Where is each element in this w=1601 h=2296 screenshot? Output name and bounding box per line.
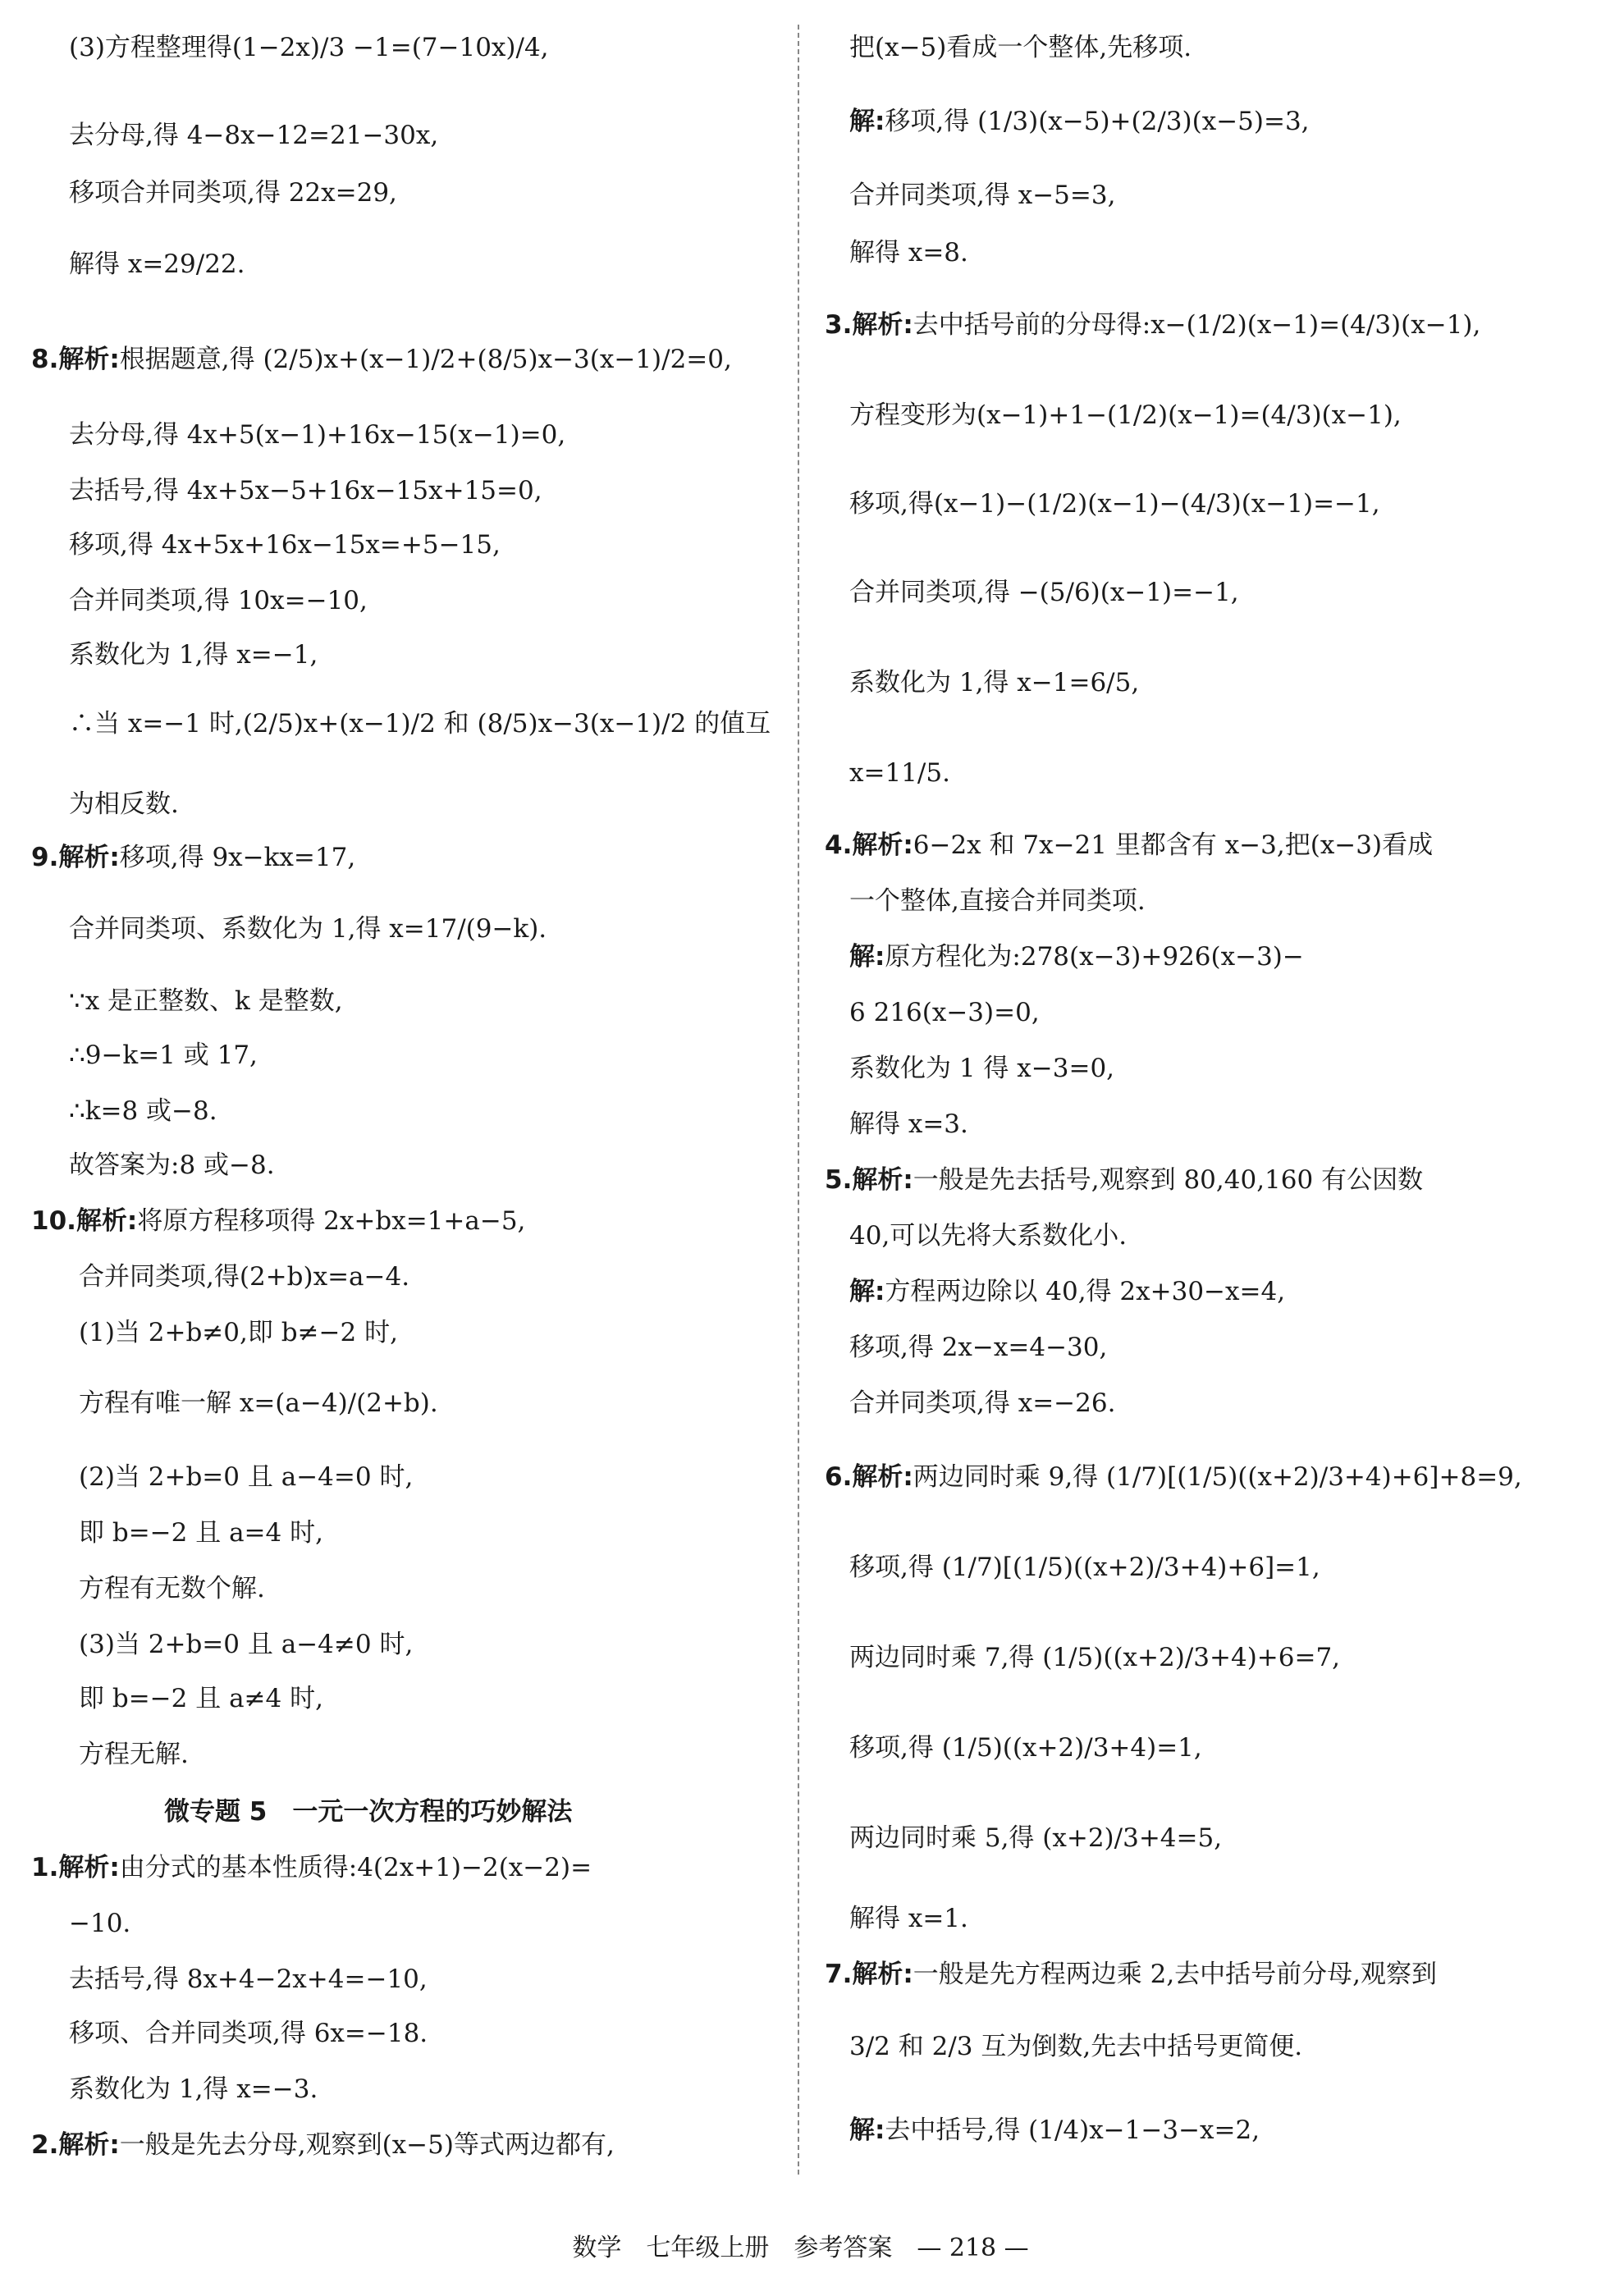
solution-text: (3)方程整理得(1−2x)/3 −1=(7−10x)/4, bbox=[69, 33, 549, 62]
solution-line bbox=[69, 638, 318, 671]
solution-line bbox=[825, 1461, 1522, 1493]
solution-line bbox=[79, 1461, 413, 1493]
solution-text: 移项,得 2x−x=4−30, bbox=[849, 1333, 1108, 1362]
solution-line bbox=[849, 1052, 1114, 1085]
solution-label: 解: bbox=[849, 1277, 885, 1306]
solution-label: 7.解析: bbox=[825, 1960, 913, 1989]
solution-text: x=11/5. bbox=[849, 758, 950, 788]
solution-line bbox=[825, 829, 1433, 862]
solution-line bbox=[825, 309, 1480, 341]
solution-line bbox=[69, 707, 771, 740]
solution-text: 合并同类项,得 −(5/6)(x−1)=−1, bbox=[849, 578, 1239, 607]
solution-text: 方程无解. bbox=[79, 1740, 189, 1769]
solution-text: −10. bbox=[69, 1909, 131, 1938]
solution-text: 系数化为 1 得 x−3=0, bbox=[849, 1054, 1115, 1083]
solution-line bbox=[69, 2073, 318, 2106]
solution-line bbox=[69, 418, 565, 451]
solution-text: ∴当 x=−1 时,(2/5)x+(x−1)/2 和 (8/5)x−3(x−1)/2 的值互 bbox=[69, 709, 771, 739]
solution-line bbox=[69, 248, 245, 281]
solution-text: ∴9−k=1 或 17, bbox=[69, 1041, 258, 1070]
solution-label: 5.解析: bbox=[825, 1165, 913, 1195]
solution-text: 移项,得 (1/5)((x+2)/3+4)=1, bbox=[849, 1733, 1202, 1763]
solution-label: 2.解析: bbox=[31, 2130, 120, 2160]
solution-line bbox=[849, 487, 1380, 520]
solution-text: 把(x−5)看成一个整体,先移项. bbox=[849, 33, 1192, 62]
solution-text: (1)当 2+b≠0,即 b≠−2 时, bbox=[79, 1318, 398, 1347]
solution-text: 系数化为 1,得 x=−1, bbox=[69, 640, 318, 670]
solution-line bbox=[849, 1331, 1107, 1364]
solution-line bbox=[69, 912, 547, 945]
column-divider bbox=[798, 25, 799, 2175]
solution-text: 去分母,得 4x+5(x−1)+16x−15(x−1)=0, bbox=[69, 420, 566, 450]
solution-line bbox=[849, 179, 1115, 212]
solution-line bbox=[79, 1516, 323, 1549]
solution-text: ∴k=8 或−8. bbox=[69, 1096, 217, 1126]
solution-label: 解: bbox=[849, 2115, 885, 2145]
solution-text: 解得 x=1. bbox=[849, 1904, 968, 1933]
solution-text: 3/2 和 2/3 互为倒数,先去中括号更简便. bbox=[849, 2032, 1303, 2061]
solution-label: 解: bbox=[849, 107, 885, 136]
solution-label: 解: bbox=[849, 942, 885, 972]
solution-line bbox=[79, 1738, 189, 1771]
solution-text: 根据题意,得 (2/5)x+(x−1)/2+(8/5)x−3(x−1)/2=0, bbox=[119, 345, 732, 374]
solution-text: ∵x 是正整数、k 是整数, bbox=[69, 986, 343, 1016]
solution-text: 合并同类项、系数化为 1,得 x=17/(9−k). bbox=[69, 914, 547, 944]
solution-line bbox=[69, 1095, 217, 1127]
solution-line bbox=[849, 1275, 1285, 1308]
solution-line bbox=[849, 996, 1040, 1029]
solution-label: 10.解析: bbox=[31, 1206, 138, 1236]
solution-line bbox=[31, 2129, 615, 2161]
solution-text: 去括号,得 4x+5x−5+16x−15x+15=0, bbox=[69, 476, 542, 505]
solution-line bbox=[31, 1205, 525, 1237]
solution-text: 解得 x=8. bbox=[849, 238, 968, 268]
solution-text: 即 b=−2 且 a≠4 时, bbox=[79, 1684, 323, 1713]
solution-text: 故答案为:8 或−8. bbox=[69, 1150, 275, 1180]
solution-line bbox=[69, 474, 542, 507]
solution-line bbox=[69, 788, 179, 821]
solution-text: 一般是先去括号,观察到 80,40,160 有公因数 bbox=[913, 1165, 1424, 1195]
solution-text: 移项,得 (1/3)(x−5)+(2/3)(x−5)=3, bbox=[885, 107, 1310, 136]
solution-line bbox=[69, 1963, 428, 1996]
solution-line bbox=[69, 2017, 428, 2050]
page-footer: 数学 七年级上册 参考答案 — 218 — bbox=[572, 2234, 1029, 2262]
solution-line bbox=[69, 176, 397, 209]
solution-line bbox=[79, 1387, 438, 1420]
solution-text: 6−2x 和 7x−21 里都含有 x−3,把(x−3)看成 bbox=[913, 830, 1434, 860]
solution-line bbox=[69, 584, 368, 617]
solution-line bbox=[31, 841, 355, 874]
solution-line bbox=[849, 31, 1192, 64]
solution-text: 去中括号,得 (1/4)x−1−3−x=2, bbox=[885, 2115, 1260, 2145]
solution-text: 移项合并同类项,得 22x=29, bbox=[69, 178, 397, 208]
solution-line bbox=[849, 666, 1139, 699]
solution-label: 8.解析: bbox=[31, 345, 120, 374]
solution-text: (2)当 2+b=0 且 a−4=0 时, bbox=[79, 1462, 414, 1492]
solution-line bbox=[849, 1219, 1127, 1252]
solution-line bbox=[69, 1039, 258, 1072]
solution-text: 一般是先方程两边乘 2,去中括号前分母,观察到 bbox=[913, 1960, 1438, 1989]
solution-text: 两边同时乘 5,得 (x+2)/3+4=5, bbox=[849, 1823, 1223, 1853]
solution-text: 40,可以先将大系数化小. bbox=[849, 1221, 1128, 1251]
solution-text: 移项,得 (1/7)[(1/5)((x+2)/3+4)+6]=1, bbox=[849, 1553, 1320, 1582]
solution-line bbox=[69, 1907, 130, 1940]
solution-line bbox=[849, 940, 1304, 973]
solution-line bbox=[849, 576, 1239, 609]
solution-line bbox=[79, 1260, 409, 1293]
solution-text: 原方程化为:278(x−3)+926(x−3)− bbox=[885, 942, 1304, 972]
solution-text: 6 216(x−3)=0, bbox=[849, 998, 1040, 1027]
solution-line bbox=[69, 528, 501, 561]
solution-line bbox=[79, 1628, 413, 1661]
section-title: 微专题 5 一元一次方程的巧妙解法 bbox=[164, 1797, 573, 1827]
solution-line bbox=[849, 1902, 968, 1935]
solution-text: 将原方程移项得 2x+bx=1+a−5, bbox=[137, 1206, 526, 1236]
solution-text: 方程有无数个解. bbox=[79, 1574, 265, 1603]
solution-line bbox=[849, 885, 1146, 917]
solution-text: 去括号,得 8x+4−2x+4=−10, bbox=[69, 1964, 428, 1994]
solution-text: 方程有唯一解 x=(a−4)/(2+b). bbox=[79, 1388, 438, 1418]
solution-line bbox=[69, 985, 343, 1018]
solution-text: 去分母,得 4−8x−12=21−30x, bbox=[69, 121, 439, 150]
solution-text: 一个整体,直接合并同类项. bbox=[849, 886, 1146, 916]
solution-label: 3.解析: bbox=[825, 310, 913, 340]
solution-line bbox=[31, 1851, 592, 1884]
solution-text: 移项、合并同类项,得 6x=−18. bbox=[69, 2019, 428, 2048]
solution-line bbox=[69, 1149, 275, 1182]
solution-line bbox=[825, 1958, 1437, 1991]
solution-text: 方程两边除以 40,得 2x+30−x=4, bbox=[885, 1277, 1286, 1306]
solution-line bbox=[69, 119, 438, 152]
solution-line bbox=[849, 2114, 1260, 2147]
solution-text: 一般是先去分母,观察到(x−5)等式两边都有, bbox=[119, 2130, 615, 2160]
solution-text: 合并同类项,得 x=−26. bbox=[849, 1388, 1116, 1418]
solution-line bbox=[849, 1822, 1222, 1855]
solution-line bbox=[849, 1387, 1115, 1420]
solution-line bbox=[69, 31, 549, 64]
solution-text: 由分式的基本性质得:4(2x+1)−2(x−2)= bbox=[119, 1853, 592, 1882]
solution-text: 解得 x=29/22. bbox=[69, 249, 245, 279]
solution-text: 移项,得 9x−kx=17, bbox=[119, 843, 356, 872]
solution-line bbox=[849, 236, 968, 269]
solution-line bbox=[31, 343, 732, 376]
solution-line bbox=[849, 1108, 968, 1141]
solution-line bbox=[849, 1551, 1320, 1584]
solution-text: 移项,得(x−1)−(1/2)(x−1)−(4/3)(x−1)=−1, bbox=[849, 489, 1380, 519]
solution-text: 系数化为 1,得 x−1=6/5, bbox=[849, 668, 1140, 697]
solution-line bbox=[849, 399, 1402, 432]
solution-text: 合并同类项,得(2+b)x=a−4. bbox=[79, 1262, 410, 1292]
solution-label: 1.解析: bbox=[31, 1853, 120, 1882]
solution-text: 去中括号前的分母得:x−(1/2)(x−1)=(4/3)(x−1), bbox=[913, 310, 1481, 340]
solution-label: 9.解析: bbox=[31, 843, 120, 872]
solution-text: 两边同时乘 9,得 (1/7)[(1/5)((x+2)/3+4)+6]+8=9, bbox=[913, 1462, 1522, 1492]
solution-label: 4.解析: bbox=[825, 830, 913, 860]
solution-text: 合并同类项,得 10x=−10, bbox=[69, 586, 368, 615]
solution-text: 为相反数. bbox=[69, 789, 179, 819]
solution-text: 解得 x=3. bbox=[849, 1109, 968, 1139]
solution-line bbox=[849, 105, 1310, 138]
solution-line bbox=[849, 1641, 1340, 1674]
solution-text: 系数化为 1,得 x=−3. bbox=[69, 2074, 318, 2104]
solution-text: 方程变形为(x−1)+1−(1/2)(x−1)=(4/3)(x−1), bbox=[849, 400, 1402, 430]
solution-text: 两边同时乘 7,得 (1/5)((x+2)/3+4)+6=7, bbox=[849, 1643, 1341, 1672]
solution-text: (3)当 2+b=0 且 a−4≠0 时, bbox=[79, 1630, 414, 1659]
solution-line bbox=[849, 1731, 1202, 1764]
solution-line bbox=[79, 1682, 323, 1715]
solution-text: 合并同类项,得 x−5=3, bbox=[849, 181, 1116, 210]
solution-line bbox=[79, 1572, 265, 1605]
solution-line bbox=[849, 757, 950, 789]
solution-text: 移项,得 4x+5x+16x−15x=+5−15, bbox=[69, 530, 501, 560]
solution-line bbox=[849, 2030, 1302, 2063]
solution-line bbox=[79, 1316, 398, 1349]
solution-text: 即 b=−2 且 a=4 时, bbox=[79, 1518, 323, 1548]
solution-line bbox=[825, 1164, 1423, 1196]
solution-label: 6.解析: bbox=[825, 1462, 913, 1492]
